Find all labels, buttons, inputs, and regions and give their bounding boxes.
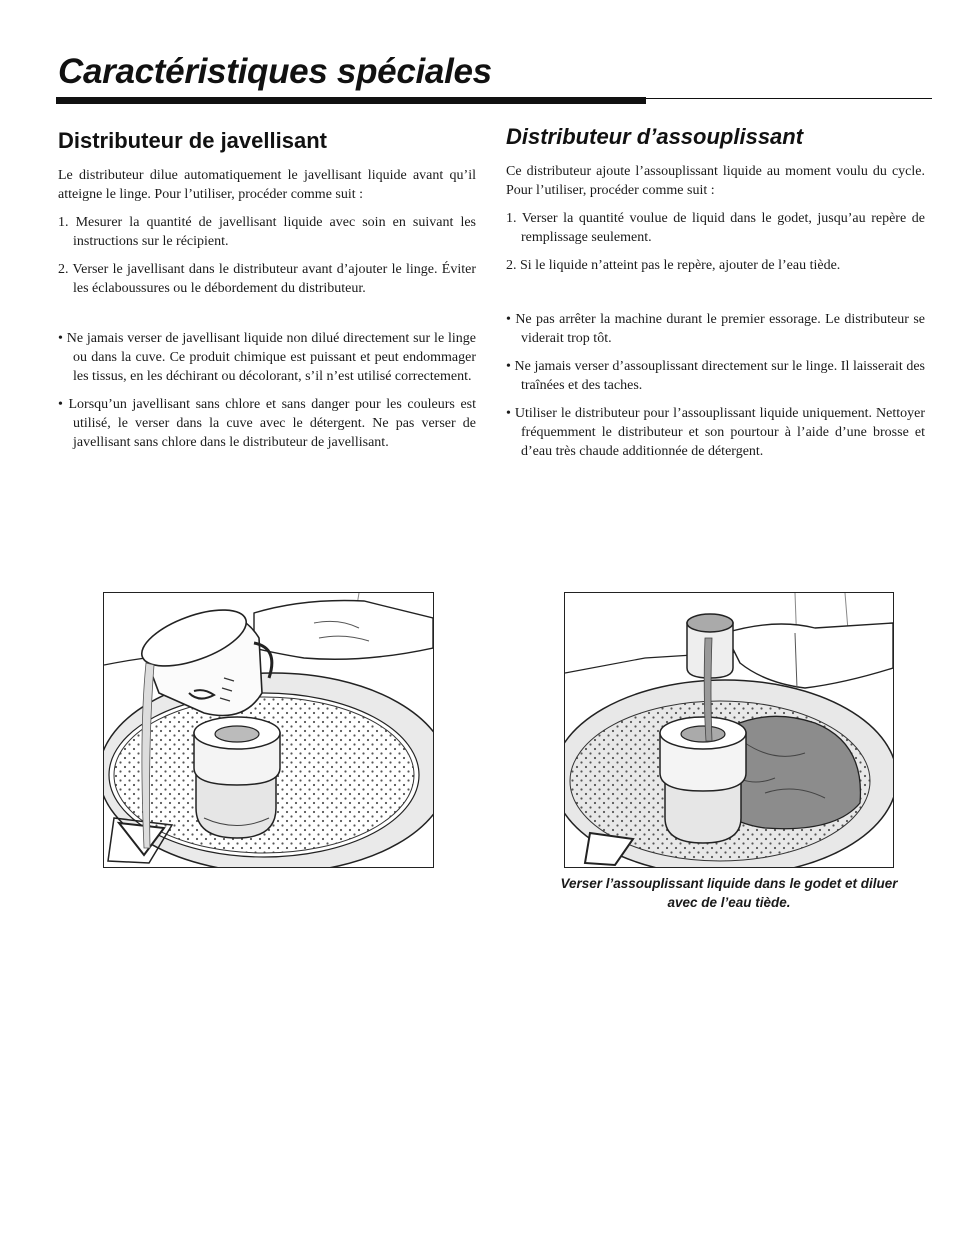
title-rule-thin xyxy=(646,98,932,99)
softener-note-3: • Utiliser le distributeur pour l’assouplissant liquide uniquement. Nettoyer fréquemment le distributeur et son pourtour à l’aide d’une brosse et d’eau très chaude additionnée de détergent. xyxy=(506,406,925,459)
softener-dispenser-section xyxy=(506,124,925,470)
softener-step-1: 1. Verser la quantité voulue de liquid dans le godet, jusqu’au repère de remplissage seulement. xyxy=(506,211,925,245)
softener-pouring-illustration xyxy=(564,592,894,868)
bleach-step-1: 1. Mesurer la quantité de javellisant liquide avec soin en suivant les instructions sur le récipient. xyxy=(58,215,476,249)
softener-intro: Ce distributeur ajoute l’assouplissant liquide au moment voulu du cycle. Pour l’utiliser, procéder comme suit : xyxy=(506,164,925,198)
bleach-note-1: • Ne jamais verser de javellisant liquide non dilué directement sur le linge ou dans la cuve. Ce produit chimique est puissant et peut endommager les tissus, en les déchirant ou décolorant, s’il n’est utilisé correctement. xyxy=(58,331,476,384)
bleach-dispenser-section xyxy=(58,124,476,461)
softener-steps xyxy=(506,209,925,275)
bleach-notes xyxy=(58,329,476,452)
softener-notes xyxy=(506,310,925,461)
bleach-pouring-illustration xyxy=(103,592,434,868)
page-title: Caractéristiques spéciales xyxy=(58,52,492,91)
softener-note-1: • Ne pas arrêter la machine durant le premier essorage. Le distributeur se viderait trop tôt. xyxy=(506,312,925,346)
bleach-steps xyxy=(58,213,476,298)
softener-note-2: • Ne jamais verser d’assouplissant directement sur le linge. Il laisserait des traînées et des taches. xyxy=(506,359,925,393)
bleach-intro: Le distributeur dilue automatiquement le javellisant liquide avant qu’il atteigne le linge. Pour l’utiliser, procéder comme suit : xyxy=(58,168,476,202)
softener-heading: Distributeur d’assouplissant xyxy=(506,124,804,149)
softener-step-2: 2. Si le liquide n’atteint pas le repère, ajouter de l’eau tiède. xyxy=(506,258,841,273)
bleach-step-2: 2. Verser le javellisant dans le distributeur avant d’ajouter le linge. Éviter les éclaboussures ou le débordement du distributeur. xyxy=(58,262,476,296)
softener-illustration-caption: Verser l’assouplissant liquide dans le godet et diluer avec de l’eau tiède. xyxy=(560,876,898,910)
bleach-heading: Distributeur de javellisant xyxy=(58,128,327,153)
bleach-note-2: • Lorsqu’un javellisant sans chlore et sans danger pour les couleurs est utilisé, le verser dans la cuve avec le détergent. Ne pas verser de javellisant sans chlore dans le distributeur de javellisant. xyxy=(58,397,476,450)
title-rule-thick xyxy=(56,97,646,104)
